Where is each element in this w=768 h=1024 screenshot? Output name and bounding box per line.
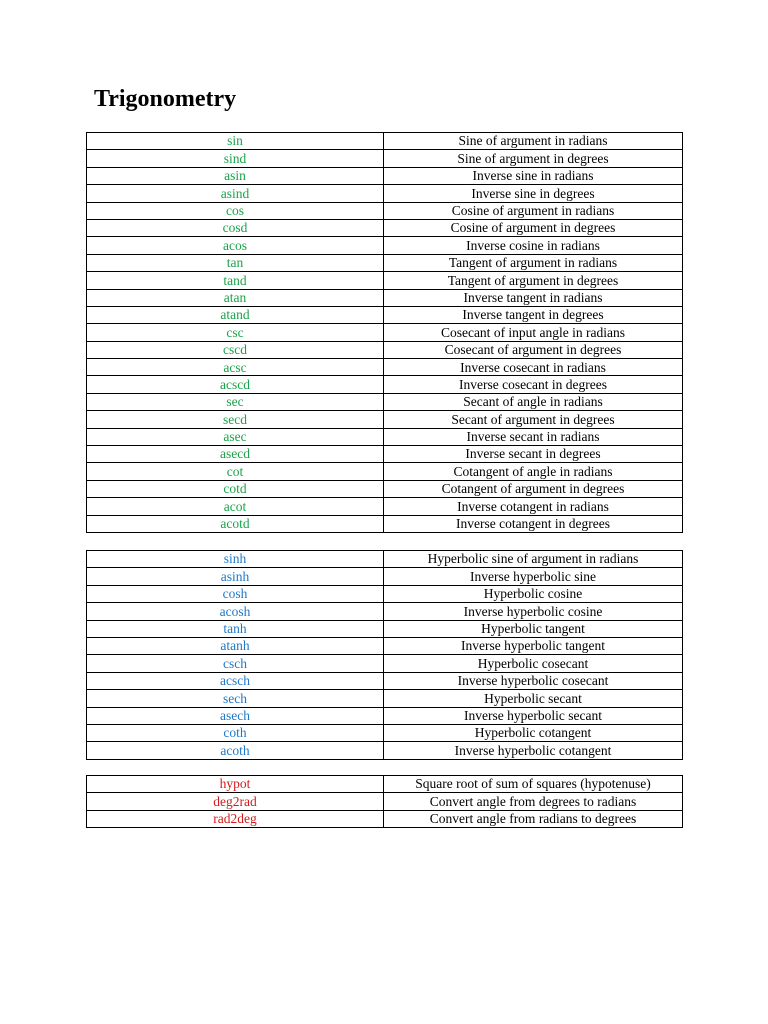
function-description-cell: Square root of sum of squares (hypotenuse)	[384, 776, 683, 793]
table-row	[87, 724, 683, 741]
function-name-cell: csch	[87, 655, 384, 672]
function-name-cell: acos	[87, 237, 384, 254]
function-description-cell: Sine of argument in radians	[384, 133, 683, 150]
function-description-cell: Inverse cosecant in radians	[384, 359, 683, 376]
function-description-cell: Inverse cotangent in radians	[384, 498, 683, 515]
function-name-cell: atanh	[87, 637, 384, 654]
function-description-cell: Hyperbolic cotangent	[384, 724, 683, 741]
table-row	[87, 515, 683, 532]
function-name-cell: tanh	[87, 620, 384, 637]
function-name-cell: acoth	[87, 742, 384, 759]
function-description-cell: Inverse sine in radians	[384, 167, 683, 184]
function-name-cell: cot	[87, 463, 384, 480]
function-name-cell: deg2rad	[87, 793, 384, 810]
function-description-cell: Convert angle from radians to degrees	[384, 810, 683, 827]
function-name-cell: asind	[87, 185, 384, 202]
table-row	[87, 480, 683, 497]
function-description-cell: Inverse cosine in radians	[384, 237, 683, 254]
function-description-cell: Convert angle from degrees to radians	[384, 793, 683, 810]
function-name-cell: sech	[87, 690, 384, 707]
table-row	[87, 568, 683, 585]
function-description-cell: Inverse tangent in degrees	[384, 306, 683, 323]
table-row	[87, 289, 683, 306]
function-description-cell: Cotangent of argument in degrees	[384, 480, 683, 497]
function-name-cell: secd	[87, 411, 384, 428]
table-row	[87, 219, 683, 236]
table-row	[87, 411, 683, 428]
function-name-cell: atan	[87, 289, 384, 306]
function-name-cell: rad2deg	[87, 810, 384, 827]
table-row	[87, 428, 683, 445]
function-description-cell: Inverse cosecant in degrees	[384, 376, 683, 393]
table-row	[87, 793, 683, 810]
function-description-cell: Inverse hyperbolic cosine	[384, 603, 683, 620]
function-description-cell: Inverse sine in degrees	[384, 185, 683, 202]
function-name-cell: sinh	[87, 551, 384, 568]
table-row	[87, 254, 683, 271]
function-description-cell: Hyperbolic secant	[384, 690, 683, 707]
function-name-cell: cosd	[87, 219, 384, 236]
function-description-cell: Inverse cotangent in degrees	[384, 515, 683, 532]
table-row	[87, 306, 683, 323]
table-row	[87, 376, 683, 393]
hyperbolic-functions-table	[86, 550, 683, 760]
table-row	[87, 150, 683, 167]
table-row	[87, 551, 683, 568]
function-description-cell: Hyperbolic tangent	[384, 620, 683, 637]
function-description-cell: Inverse secant in radians	[384, 428, 683, 445]
function-name-cell: cotd	[87, 480, 384, 497]
function-description-cell: Inverse hyperbolic tangent	[384, 637, 683, 654]
table-row	[87, 202, 683, 219]
function-description-cell: Cosine of argument in radians	[384, 202, 683, 219]
function-description-cell: Inverse hyperbolic sine	[384, 568, 683, 585]
function-description-cell: Inverse secant in degrees	[384, 446, 683, 463]
conversion-functions-table	[86, 775, 683, 828]
function-name-cell: csc	[87, 324, 384, 341]
table-row	[87, 637, 683, 654]
function-name-cell: atand	[87, 306, 384, 323]
function-description-cell: Hyperbolic cosecant	[384, 655, 683, 672]
function-name-cell: coth	[87, 724, 384, 741]
table-row	[87, 446, 683, 463]
function-description-cell: Secant of angle in radians	[384, 393, 683, 410]
table-row	[87, 776, 683, 793]
function-name-cell: cosh	[87, 585, 384, 602]
function-description-cell: Hyperbolic cosine	[384, 585, 683, 602]
function-name-cell: hypot	[87, 776, 384, 793]
function-description-cell: Inverse tangent in radians	[384, 289, 683, 306]
function-name-cell: acosh	[87, 603, 384, 620]
function-description-cell: Tangent of argument in degrees	[384, 272, 683, 289]
trig-functions-table	[86, 132, 683, 533]
function-name-cell: asin	[87, 167, 384, 184]
function-description-cell: Secant of argument in degrees	[384, 411, 683, 428]
table-row	[87, 620, 683, 637]
table-row	[87, 167, 683, 184]
function-description-cell: Hyperbolic sine of argument in radians	[384, 551, 683, 568]
table-row	[87, 185, 683, 202]
function-name-cell: acotd	[87, 515, 384, 532]
function-name-cell: acsch	[87, 672, 384, 689]
function-name-cell: tand	[87, 272, 384, 289]
function-description-cell: Inverse hyperbolic secant	[384, 707, 683, 724]
table-row	[87, 742, 683, 759]
function-description-cell: Cosecant of input angle in radians	[384, 324, 683, 341]
function-name-cell: acot	[87, 498, 384, 515]
table-row	[87, 237, 683, 254]
function-name-cell: acscd	[87, 376, 384, 393]
table-row	[87, 341, 683, 358]
table-row	[87, 498, 683, 515]
function-description-cell: Inverse hyperbolic cosecant	[384, 672, 683, 689]
table-row	[87, 463, 683, 480]
table-row	[87, 655, 683, 672]
table-row	[87, 810, 683, 827]
function-name-cell: sind	[87, 150, 384, 167]
function-name-cell: cos	[87, 202, 384, 219]
function-description-cell: Inverse hyperbolic cotangent	[384, 742, 683, 759]
function-name-cell: asecd	[87, 446, 384, 463]
table-row	[87, 672, 683, 689]
function-name-cell: asech	[87, 707, 384, 724]
function-name-cell: cscd	[87, 341, 384, 358]
function-description-cell: Cotangent of angle in radians	[384, 463, 683, 480]
function-description-cell: Tangent of argument in radians	[384, 254, 683, 271]
function-name-cell: asec	[87, 428, 384, 445]
function-name-cell: sin	[87, 133, 384, 150]
table-row	[87, 603, 683, 620]
function-name-cell: tan	[87, 254, 384, 271]
table-row	[87, 324, 683, 341]
table-row	[87, 585, 683, 602]
table-row	[87, 393, 683, 410]
function-description-cell: Sine of argument in degrees	[384, 150, 683, 167]
function-description-cell: Cosine of argument in degrees	[384, 219, 683, 236]
table-row	[87, 707, 683, 724]
function-description-cell: Cosecant of argument in degrees	[384, 341, 683, 358]
table-row	[87, 359, 683, 376]
function-name-cell: acsc	[87, 359, 384, 376]
table-row	[87, 133, 683, 150]
function-name-cell: sec	[87, 393, 384, 410]
table-row	[87, 690, 683, 707]
table-row	[87, 272, 683, 289]
function-name-cell: asinh	[87, 568, 384, 585]
page-title: Trigonometry	[94, 86, 237, 112]
